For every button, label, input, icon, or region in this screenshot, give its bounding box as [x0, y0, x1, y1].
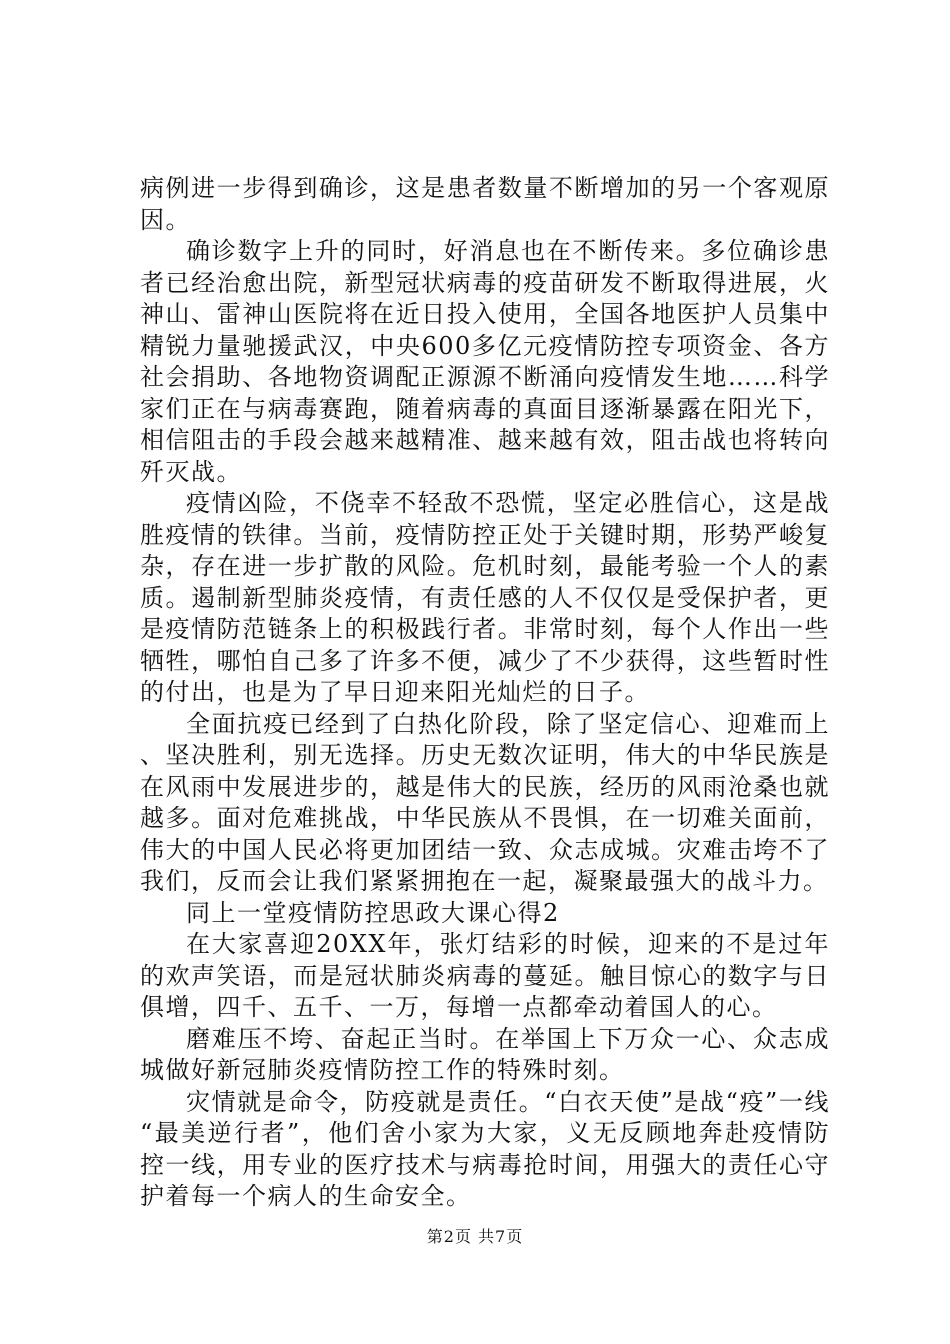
page-number-footer: 第2页 共7页: [426, 1227, 524, 1246]
paragraph-white-angels: 灾情就是命令，防疫就是责任。“白衣天使”是战“疫”一线“最美逆行者”，他们舍小家为大家，义无反顾地奔赴疫情防控一线，用专业的医疗技术与病毒抢时间，用强大的责任心守护着每一个病人的生命安全。: [140, 1087, 830, 1210]
paragraph-unity: 全面抗疫已经到了白热化阶段，除了坚定信心、迎难而上、坚决胜利，别无选择。历史无数次证明，伟大的中华民族是在风雨中发展进步的，越是伟大的民族，经历的风雨沧桑也就越多。面对危难挑战，中华民族从不畏惧，在一切难关面前，伟大的中国人民必将更加团结一致、众志成城。灾难击垮不了我们，反而会让我们紧紧拥抱在一起，凝聚最强大的战斗力。: [140, 709, 830, 895]
paragraph-good-news: 确诊数字上升的同时，好消息也在不断传来。多位确诊患者已经治愈出院，新型冠状病毒的疫苗研发不断取得进展，火神山、雷神山医院将在近日投入使用，全国各地医护人员集中精锐力量驰援武汉，中央600多亿元疫情防控专项资金、各方社会捐助、各地物资调配正源源不断涌向疫情发生地……科学家们正在与病毒赛跑，随着病毒的真面目逐渐暴露在阳光下，相信阻击的手段会越来越精准、越来越有效，阻击战也将转向歼灭战。: [140, 237, 830, 486]
paragraph-confidence: 疫情凶险，不侥幸不轻敌不恐慌，坚定必胜信心，这是战胜疫情的铁律。当前，疫情防控正处于关键时期，形势严峻复杂，存在进一步扩散的风险。危机时刻，最能考验一个人的素质。遏制新型肺炎疫情，有责任感的人不仅仅是受保护者，更是疫情防范链条上的积极践行者。非常时刻，每个人作出一些牺牲，哪怕自己多了许多不便，减少了不少获得，这些暂时性的付出，也是为了早日迎来阳光灿烂的日子。: [140, 489, 830, 706]
section-heading: 同上一堂疫情防控思政大课心得2: [186, 898, 560, 927]
document-body: [140, 173, 830, 1213]
paragraph-continuation: 病例进一步得到确诊，这是患者数量不断增加的另一个客观原因。: [140, 174, 830, 234]
paragraph-hardship: 磨难压不垮、奋起正当时。在举国上下万众一心、众志成城做好新冠肺炎疫情防控工作的特殊时刻。: [140, 1024, 830, 1084]
paragraph-new-year: 在大家喜迎20XX年，张灯结彩的时候，迎来的不是过年的欢声笑语，而是冠状肺炎病毒的蔓延。触目惊心的数字与日俱增，四千、五千、一万，每增一点都牵动着国人的心。: [140, 930, 830, 1021]
